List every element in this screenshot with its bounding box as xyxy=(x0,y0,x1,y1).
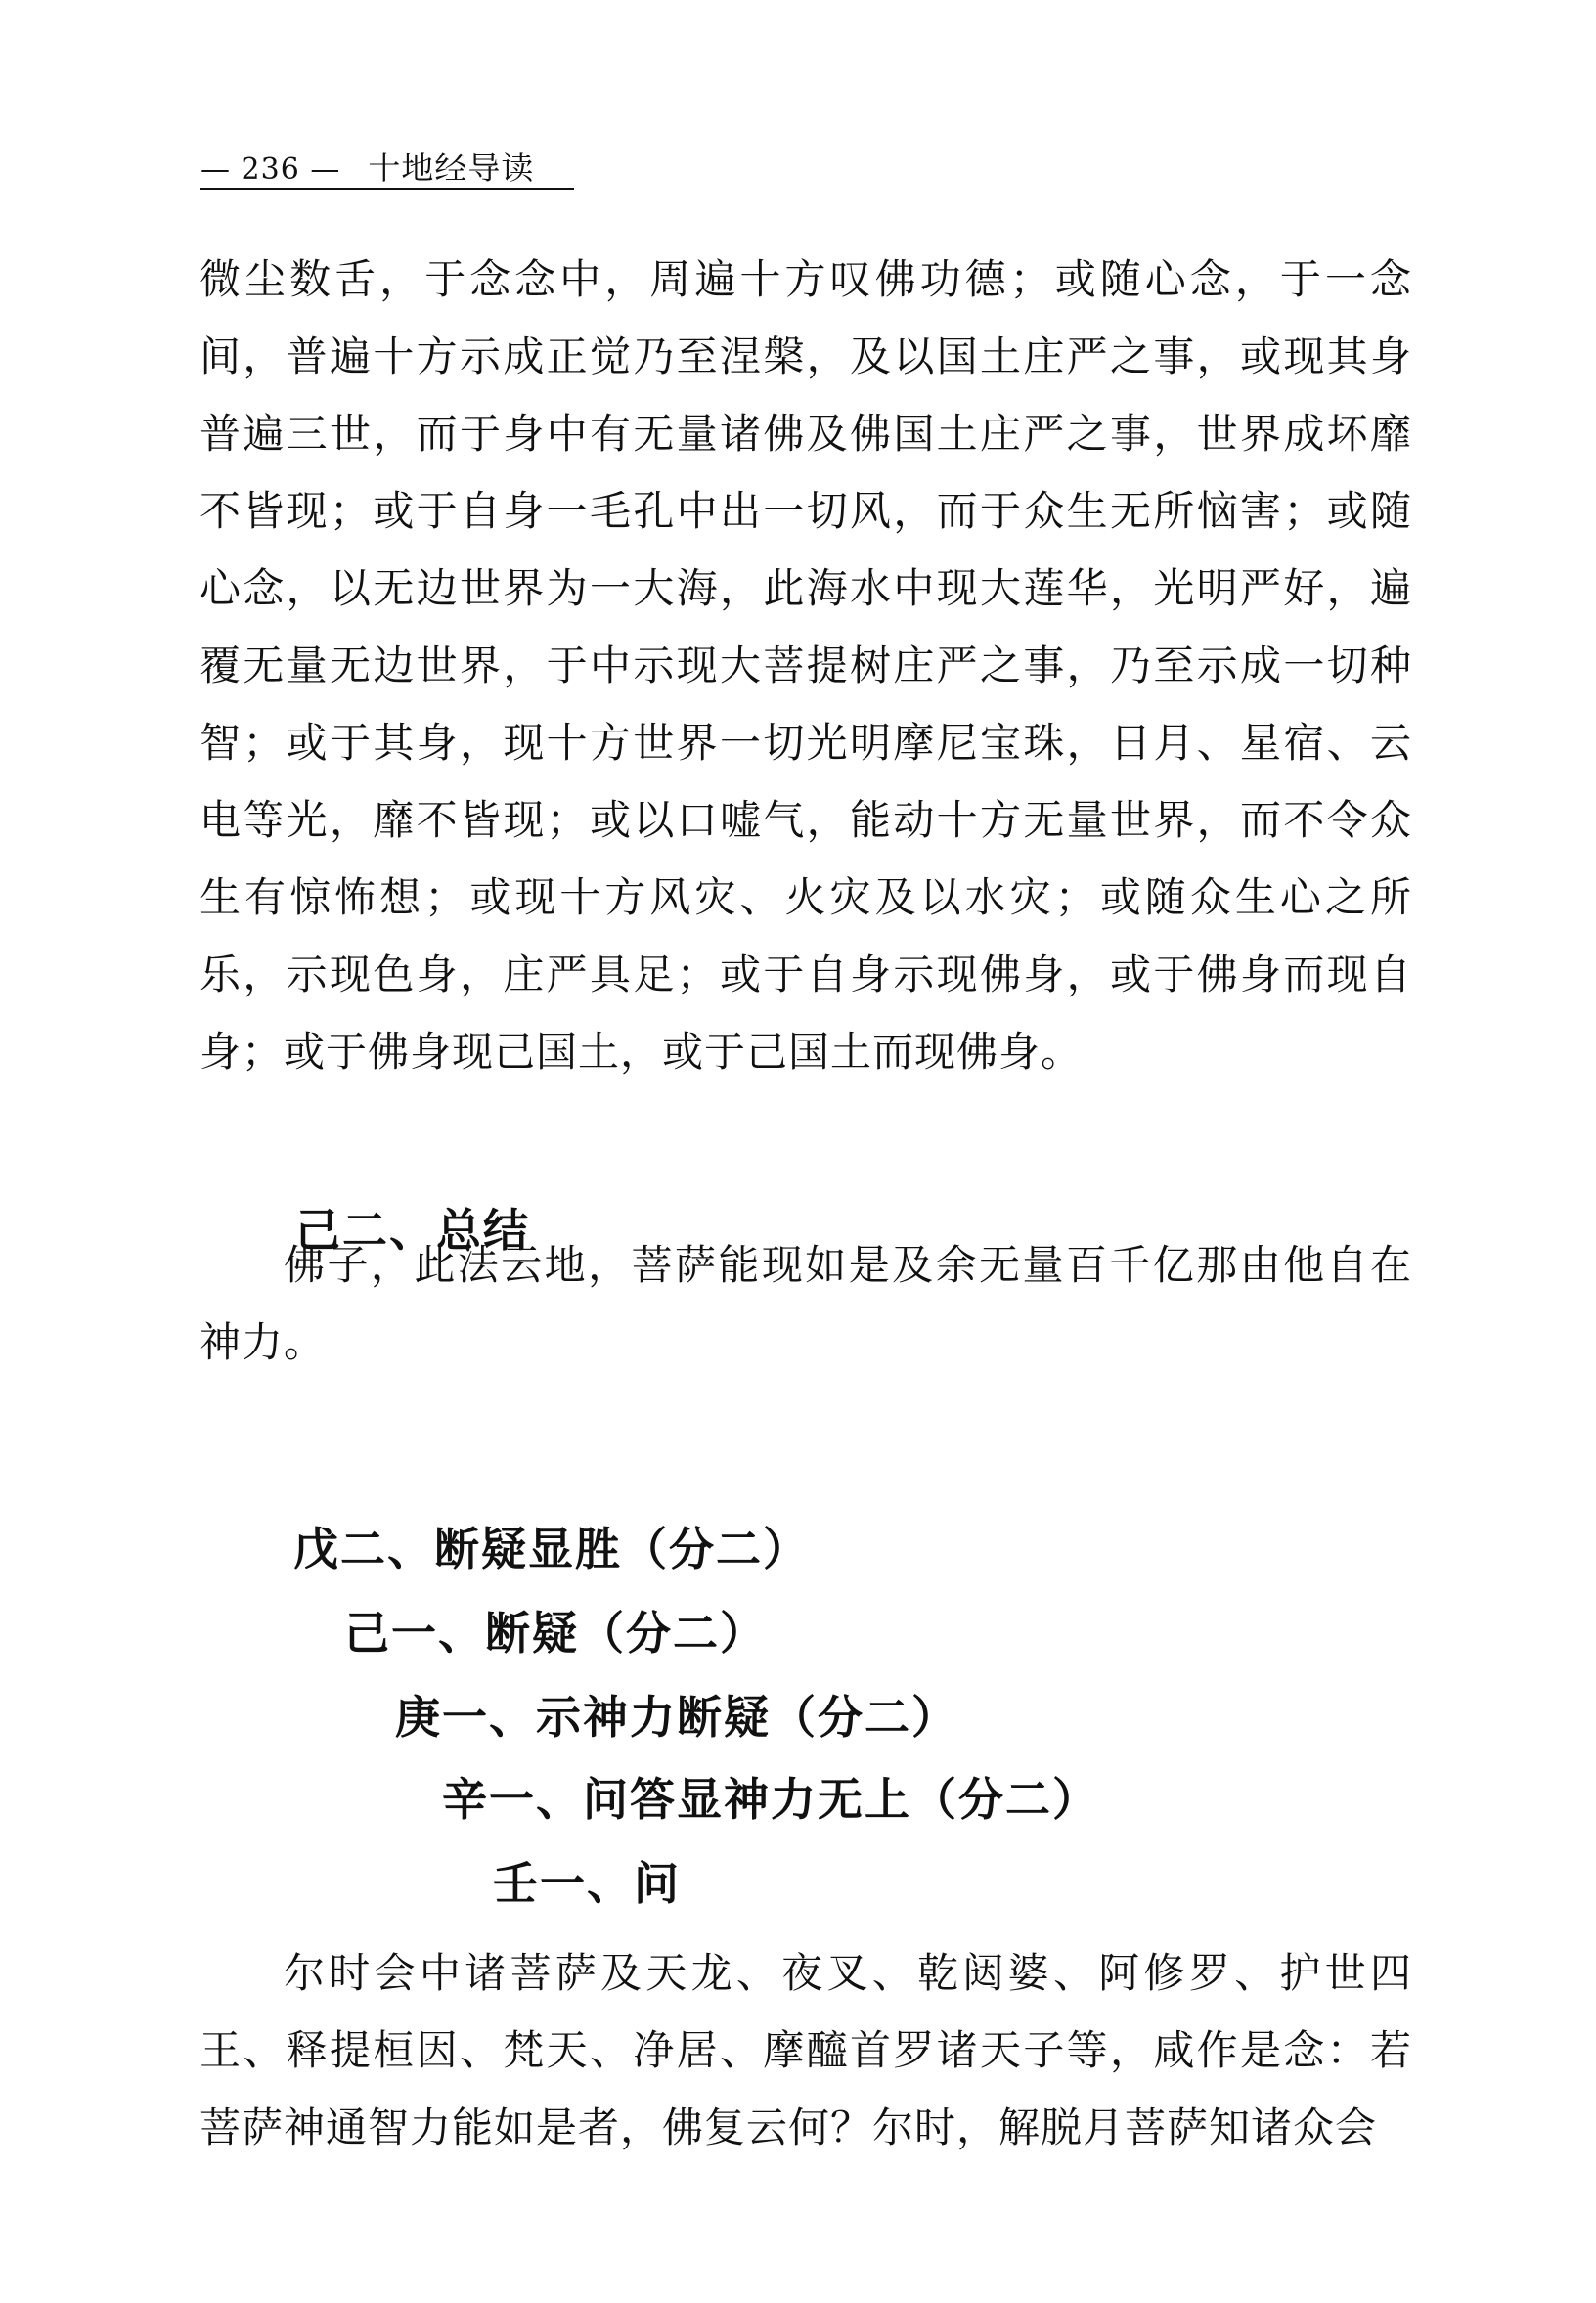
book-title: 十地经导读 xyxy=(368,149,535,187)
body-paragraph-2: 佛子，此法云地，菩萨能现如是及余无量百千亿那由他自在神力。 xyxy=(200,1241,1412,1366)
section-heading-ji-er: 己二、总结 xyxy=(295,1204,530,1257)
section-heading-geng-yi: 庚一、示神力断疑（分二） xyxy=(395,1691,958,1744)
section-heading-xin-yi: 辛一、问答显神力无上（分二） xyxy=(442,1773,1099,1826)
body-paragraph-1: 微尘数舌，于念念中，周遍十方叹佛功德；或随心念，于一念间，普遍十方示成正觉乃至涅槃，及以国土庄严之事，或现其身普遍三世，而于身中有无量诸佛及佛国土庄严之事，世界成坏靡不皆现；或于自身一毛孔中出一切风，而于众生无所恼害；或随心念，以无边世界为一大海，此海水中现大莲华，光明严好，遍覆无量无边世界，于中示现大菩提树庄严之事，乃至示成一切种智；或于其身，现十方世界一切光明摩尼宝珠，日月、星宿、云电等光，靡不皆现；或以口嘘气，能动十方无量世界，而不令众生有惊怖想；或现十方风灾、火灾及以水灾；或随众生心之所乐，示现色身，庄严具足；或于自身示现佛身，或于佛身而现自身；或于佛身现己国土，或于己国土而现佛身。 xyxy=(200,255,1412,1076)
section-heading-wu-er: 戊二、断疑显胜（分二） xyxy=(293,1523,810,1575)
section-heading-ji-yi: 己一、断疑（分二） xyxy=(344,1607,767,1660)
body-paragraph-3: 尔时会中诸菩萨及天龙、夜叉、乾闼婆、阿修罗、护世四王、释提桓因、梵天、净居、摩醯首罗诸天子等，咸作是念：若菩萨神通智力能如是者，佛复云何？尔时，解脱月菩萨知诸众会 xyxy=(200,1949,1412,2151)
page-number: — 236 — xyxy=(200,153,341,187)
section-heading-ren-yi: 壬一、问 xyxy=(493,1857,681,1910)
header-rule xyxy=(200,188,574,190)
